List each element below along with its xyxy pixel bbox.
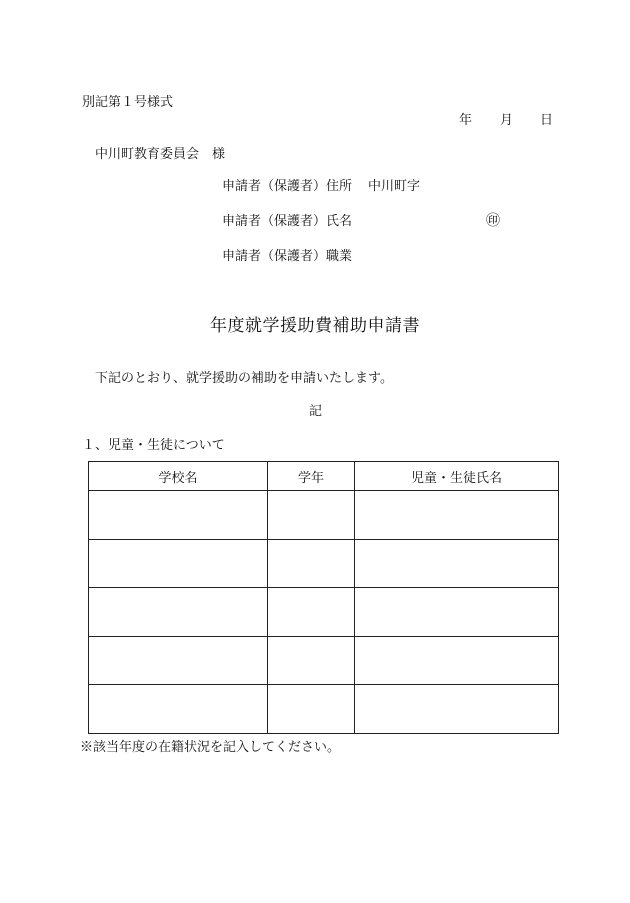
header-grade: 学年: [268, 462, 355, 491]
intro-text: 下記のとおり、就学援助の補助を申請いたします。: [95, 371, 393, 386]
student-name-cell[interactable]: [355, 539, 559, 588]
header-school-name: 学校名: [89, 462, 268, 491]
form-number: 別記第１号様式: [82, 95, 174, 110]
grade-cell[interactable]: [268, 636, 355, 685]
grade-cell[interactable]: [268, 685, 355, 734]
student-name-cell[interactable]: [355, 685, 559, 734]
document-title: 年度就学援助費補助申請書: [210, 316, 420, 336]
table-row: [89, 539, 559, 588]
student-table: [88, 461, 559, 734]
ki-label: 記: [309, 404, 323, 419]
student-name-cell[interactable]: [355, 491, 559, 540]
school-name-cell[interactable]: [89, 588, 268, 637]
school-name-cell[interactable]: [89, 491, 268, 540]
section-heading: １、児童・生徒について: [82, 438, 225, 453]
table-header-row: [89, 462, 559, 491]
table-row: [89, 636, 559, 685]
applicant-occupation-label: 申請者（保護者）職業: [222, 249, 353, 264]
header-student-name: 児童・生徒氏名: [355, 462, 559, 491]
student-name-cell[interactable]: [355, 588, 559, 637]
table-row: [89, 588, 559, 637]
table-row: [89, 685, 559, 734]
date-year-label: 年: [459, 113, 473, 128]
school-name-cell[interactable]: [89, 539, 268, 588]
grade-cell[interactable]: [268, 539, 355, 588]
date-day-label: 日: [540, 113, 554, 128]
applicant-address-label: 申請者（保護者）住所: [222, 179, 353, 194]
applicant-address-value: 中川町字: [368, 179, 421, 194]
note-text: ※該当年度の在籍状況を記入してください。: [80, 740, 341, 755]
date-month-label: 月: [500, 113, 514, 128]
applicant-name-label: 申請者（保護者）氏名: [222, 214, 353, 229]
seal-mark: ㊞: [486, 213, 500, 229]
school-name-cell[interactable]: [89, 685, 268, 734]
school-name-cell[interactable]: [89, 636, 268, 685]
table-row: [89, 491, 559, 540]
grade-cell[interactable]: [268, 588, 355, 637]
grade-cell[interactable]: [268, 491, 355, 540]
addressee: 中川町教育委員会 様: [95, 147, 226, 162]
student-name-cell[interactable]: [355, 636, 559, 685]
